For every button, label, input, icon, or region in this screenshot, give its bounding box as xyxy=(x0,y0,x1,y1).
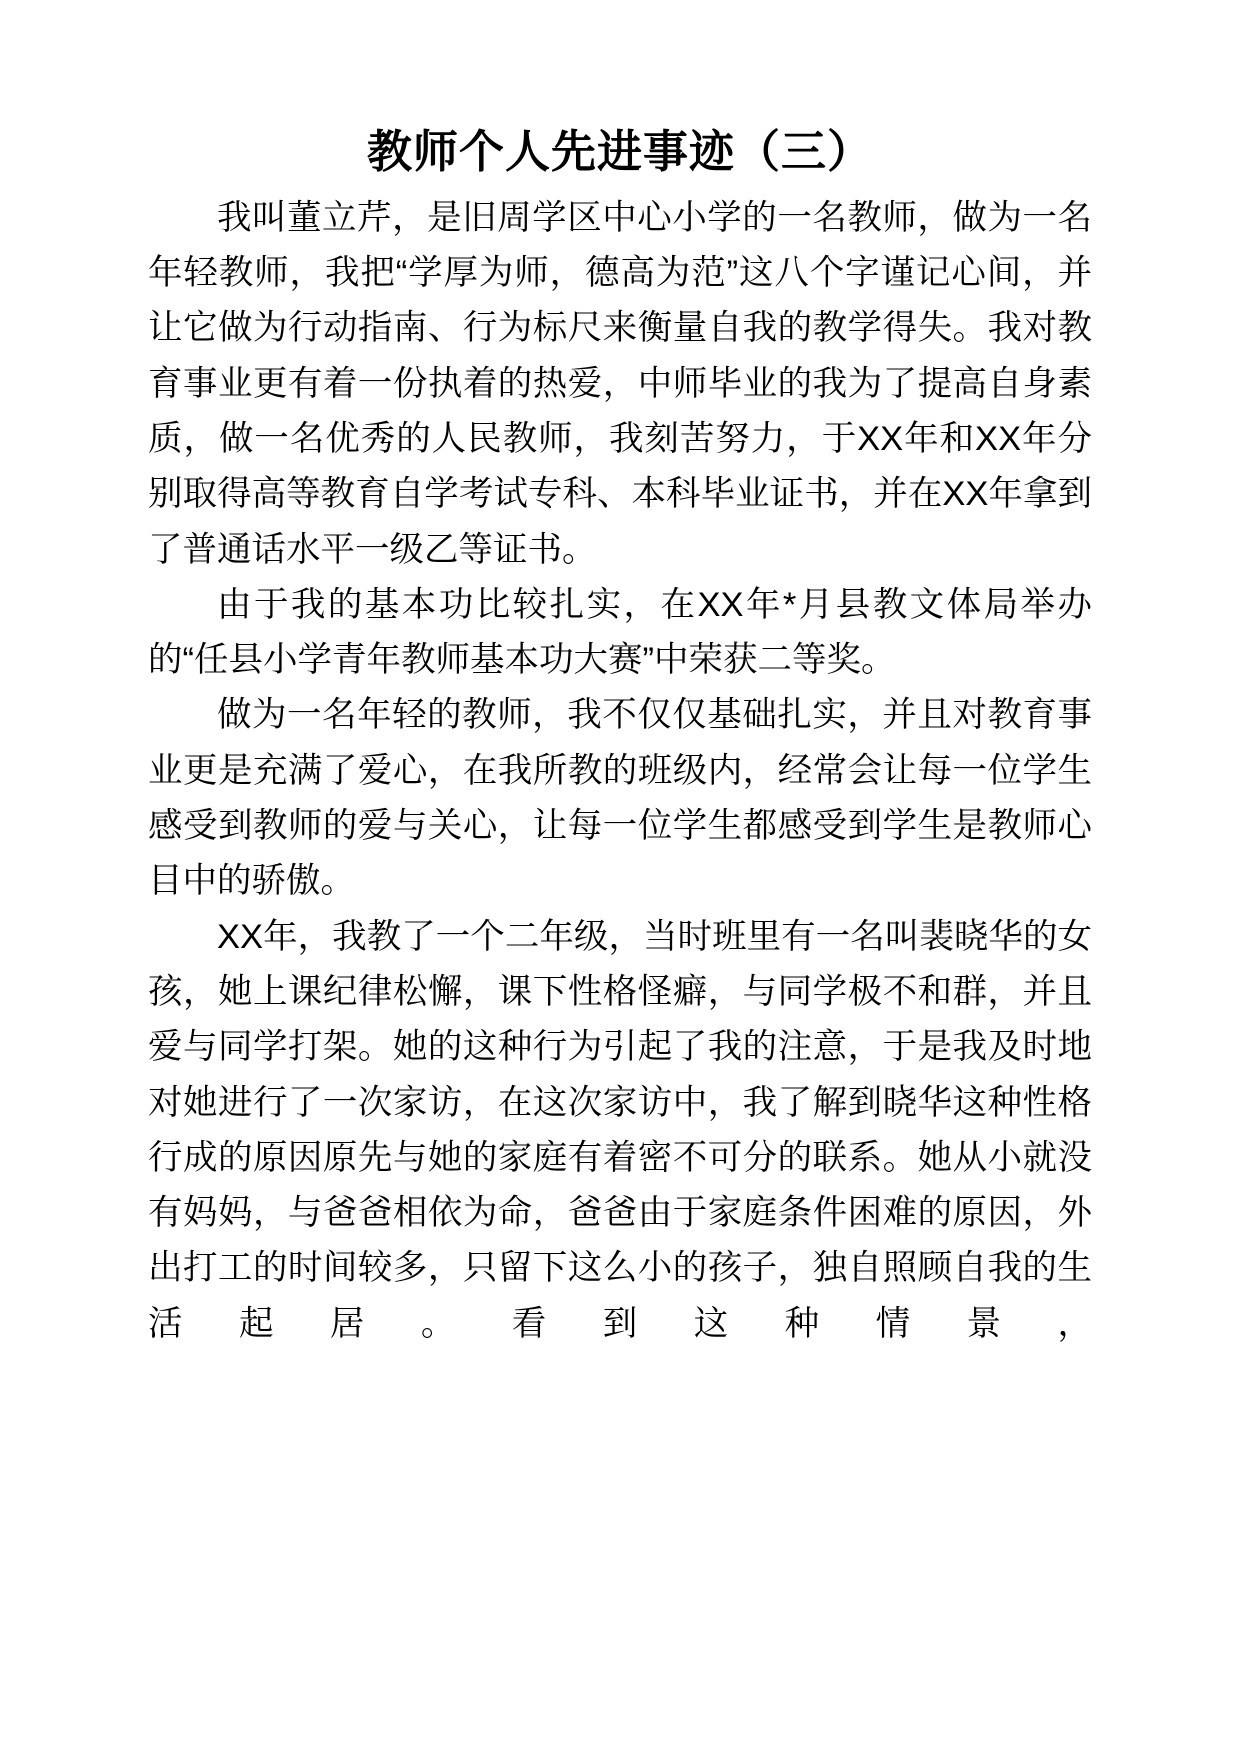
paragraph-4: XX年，我教了一个二年级，当时班里有一名叫裴晓华的女孩，她上课纪律松懈，课下性格怪癖，与同学极不和群，并且爱与同学打架。她的这种行为引起了我的注意，于是我及时地对她进行了一次家访，在这次家访中，我了解到晓华这种性格行成的原因原先与她的家庭有着密不可分的联系。她从小就没有妈妈，与爸爸相依为命，爸爸由于家庭条件困难的原因，外出打工的时间较多，只留下这么小的孩子，独自照顾自我的生活起居。看到这种情景， xyxy=(148,917,1092,1343)
page-title: 教师个人先进事迹（三） xyxy=(366,126,873,177)
paragraph-1: 我叫董立芹，是旧周学区中心小学的一名教师，做为一名年轻教师，我把“学厚为师，德高为范”这八个字谨记心间，并让它做为行动指南、行为标尺来衡量自我的教学得失。我对教育事业更有着一份执着的热爱，中师毕业的我为了提高自身素质，做一名优秀的人民教师，我刻苦努力，于XX年和XX年分别取得高等教育自学考试专科、本科毕业证书，并在XX年拿到了普通话水平一级乙等证书。 xyxy=(148,198,1092,569)
document-body xyxy=(148,122,1092,1352)
paragraph-2: 由于我的基本功比较扎实，在XX年*月县教文体局举办的“任县小学青年教师基本功大赛”中荣获二等奖。 xyxy=(148,585,1092,680)
paragraph-3: 做为一名年轻的教师，我不仅仅基础扎实，并且对教育事业更是充满了爱心，在我所教的班级内，经常会让每一位学生感受到教师的爱与关心，让每一位学生都感受到学生是教师心目中的骄傲。 xyxy=(148,696,1092,901)
